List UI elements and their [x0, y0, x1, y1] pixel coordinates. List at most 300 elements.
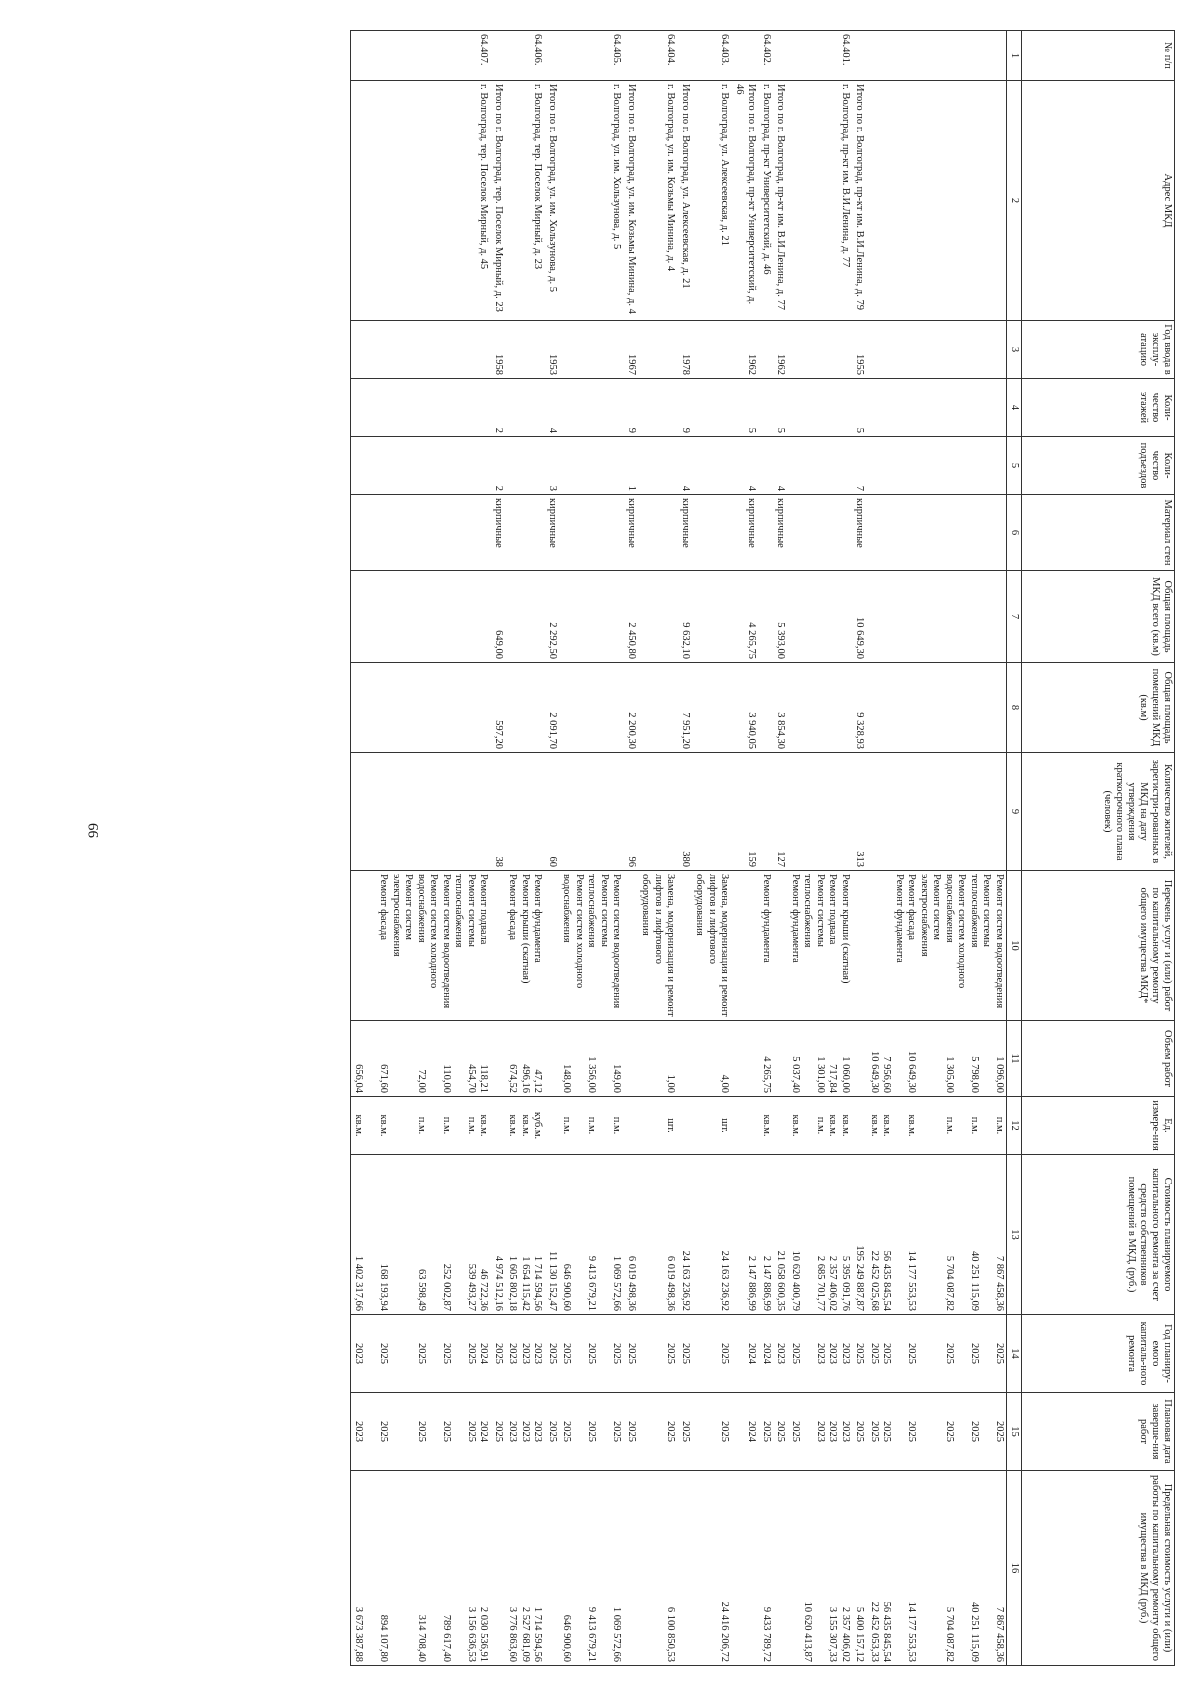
residents-cell [773, 753, 788, 871]
residents-cell [545, 753, 560, 871]
residents-cell [351, 753, 491, 871]
end-date-cell [491, 1393, 506, 1471]
premises-area-cell [545, 663, 560, 753]
plan-year-cell [491, 1315, 506, 1393]
volume-cell [788, 1021, 853, 1097]
volume-cell [867, 1021, 1007, 1097]
entrances-cell [732, 437, 759, 495]
row-number [759, 31, 774, 81]
works-list-cell [692, 871, 732, 1021]
total-area-cell [624, 571, 639, 663]
work-item: Ремонт системы теплоснабжения [802, 874, 826, 948]
end-date-cell-text: 2025 [775, 1421, 787, 1442]
plan-year-cell-text: 2025 [854, 1343, 866, 1364]
floors-cell [638, 379, 678, 437]
address-cell [351, 81, 491, 321]
row-number [545, 31, 560, 81]
total-area-cell [678, 571, 693, 663]
plan-year-cell-text: 2024 2025 2025 2025 2025 2023 [353, 1343, 490, 1364]
premises-area-cell-text: 2 091,70 [547, 712, 558, 749]
volume-cell [559, 1021, 624, 1097]
volume-cell [624, 1021, 639, 1097]
floors-cell [852, 379, 867, 437]
limit-cost-cell [759, 1471, 774, 1666]
cost-cell-text: 7 867 458,36 40 251 115,09 5 704 087,82 14 177 553,53 56 435 845,54 22 452 025,68 [869, 1250, 1005, 1311]
work-item: Ремонт систем холодного водоснабжения [944, 874, 968, 989]
cost-cell-text: 1 714 594,56 1 654 115,42 1 605 802,18 [507, 1255, 544, 1311]
volume-cell [759, 1021, 774, 1097]
end-date-cell [678, 1393, 693, 1471]
address-cell-text: Итого по г. Волгоград, ул. им. Козьмы Минина, д. 4 [626, 84, 637, 314]
end-date-cell [638, 1393, 678, 1471]
floors-cell-text: 9 [680, 427, 691, 433]
column-header: Объем работ [1022, 1021, 1175, 1097]
column-header: Плановая дата заверше-ния работ [1022, 1393, 1175, 1471]
entrances-cell [759, 437, 774, 495]
address-cell [545, 81, 560, 321]
work-item: Ремонт фундамента [532, 874, 544, 963]
entrances-cell-text: 4 [746, 485, 758, 491]
year-cell [351, 321, 491, 379]
works-list-cell [867, 871, 1007, 1021]
premises-area-cell [732, 663, 759, 753]
floors-cell-text: 5 [746, 427, 758, 433]
works-list-cell [773, 871, 788, 1021]
volume-cell-text: 149,00 1 356,00 148,00 [561, 1056, 623, 1093]
plan-year-cell-text: 2024 [761, 1343, 772, 1364]
wall-material-cell [773, 495, 788, 571]
total-area-cell [559, 571, 624, 663]
residents-cell [788, 753, 853, 871]
end-date-cell-text: 2025 [493, 1421, 504, 1442]
column-number: 5 [1007, 437, 1022, 495]
work-item: Ремонт системы теплоснабжения [453, 874, 477, 948]
work-item: Ремонт систем водоотведения [611, 874, 623, 1009]
end-date-cell [545, 1393, 560, 1471]
entrances-cell [559, 437, 624, 495]
work-item: Ремонт системы теплоснабжения [586, 874, 610, 948]
premises-area-cell [678, 663, 693, 753]
plan-year-cell [351, 1315, 491, 1393]
total-row [545, 31, 560, 1666]
work-item: Замена, модернизация и ремонт лифтов и лифтового оборудования [694, 874, 731, 1017]
year-cell [624, 321, 639, 379]
cost-cell [732, 1155, 759, 1315]
total-area-cell [692, 571, 732, 663]
limit-cost-cell-text: 9 433 789,72 [761, 1606, 772, 1662]
entrances-cell [351, 437, 491, 495]
row-number-text: 64.403. [719, 34, 731, 66]
year-cell [759, 321, 774, 379]
floors-cell [732, 379, 759, 437]
volume-cell [351, 1021, 491, 1097]
floors-cell [624, 379, 639, 437]
cost-cell [559, 1155, 624, 1315]
limit-cost-cell [678, 1471, 693, 1666]
end-date-cell [732, 1393, 759, 1471]
row-number [351, 31, 491, 81]
column-number: 1 [1007, 31, 1022, 81]
works-list-cell [545, 871, 560, 1021]
address-cell [773, 81, 788, 321]
limit-cost-cell [351, 1471, 491, 1666]
column-header: Год планиру-емого капиталь-ного ремонта [1022, 1315, 1175, 1393]
column-header: Материал стен [1022, 495, 1175, 571]
plan-year-cell [852, 1315, 867, 1393]
residents-cell [638, 753, 678, 871]
address-cell-text: г. Волгоград, тер. Поселок Мирный, д. 45 [478, 84, 490, 270]
year-cell [559, 321, 624, 379]
address-cell [788, 81, 853, 321]
plan-year-cell-text: 2023 [775, 1343, 787, 1364]
work-item: Ремонт фундамента [894, 874, 905, 963]
column-header: № п/п [1022, 31, 1175, 81]
plan-year-cell [867, 1315, 1007, 1393]
limit-cost-cell [773, 1471, 788, 1666]
volume-cell-text: 1 096,00 5 798,00 1 305,00 10 649,30 7 956,60 10 649,30 [869, 1051, 1005, 1093]
cost-cell [852, 1155, 867, 1315]
cost-cell-text: 11 130 152,47 [547, 1251, 558, 1311]
plan-year-cell [773, 1315, 788, 1393]
volume-cell-text: 118,21 454,70 110,00 72,00 671,60 656,04 [353, 1064, 490, 1093]
limit-cost-cell [638, 1471, 678, 1666]
plan-year-cell-text: 2025 [719, 1343, 731, 1364]
premises-area-cell-text: 7 951,20 [680, 712, 691, 749]
unit-cell [638, 1097, 678, 1155]
residents-cell-text: 380 [680, 851, 691, 867]
residents-cell [852, 753, 867, 871]
cost-cell [692, 1155, 732, 1315]
wall-material-cell-text: кирпичные [775, 498, 787, 548]
column-header: Стоимость планируемого капитального ремонта за счет средств собственников помещений в МКД, (руб.) [1022, 1155, 1175, 1315]
work-item: Ремонт подвала [827, 874, 839, 945]
wall-material-cell [491, 495, 506, 571]
limit-cost-cell-text: 1 069 572,66 9 413 679,21 646 900,60 [561, 1606, 623, 1662]
total-area-cell [545, 571, 560, 663]
end-date-cell-text: 2023 2023 2023 2025 [790, 1421, 851, 1442]
cost-cell [505, 1155, 545, 1315]
cost-cell-text: 21 058 600,35 [775, 1250, 787, 1311]
end-date-cell-text: 2025 [626, 1421, 637, 1442]
address-cell [505, 81, 545, 321]
wall-material-cell [545, 495, 560, 571]
total-row [852, 31, 867, 1666]
address-cell-text: г. Волгоград, пр-кт Университетский, д. 46 [761, 84, 772, 275]
work-item: Ремонт подвала [478, 874, 490, 945]
address-cell-text: г. Волгоград, ул. Алексеевская, д. 21 [719, 84, 731, 246]
volume-cell [852, 1021, 867, 1097]
cost-cell-text: 46 722,36 539 493,27 252 002,87 63 598,49 168 193,94 1 402 317,66 [353, 1255, 490, 1311]
year-cell [545, 321, 560, 379]
entrances-cell-text: 1 [626, 485, 637, 491]
wall-material-cell-text: кирпичные [493, 498, 504, 548]
plan-year-cell-text: 2025 2025 2025 [561, 1343, 623, 1364]
plan-year-cell [624, 1315, 639, 1393]
wall-material-cell [867, 495, 1007, 571]
wall-material-cell [852, 495, 867, 571]
floors-cell-text: 2 [493, 427, 504, 433]
address-cell [559, 81, 624, 321]
total-area-cell-text: 10 649,30 [854, 617, 866, 659]
end-date-cell [351, 1393, 491, 1471]
premises-area-cell [773, 663, 788, 753]
cost-cell [491, 1155, 506, 1315]
residents-cell [759, 753, 774, 871]
table-body [351, 31, 1007, 1666]
entrances-cell [788, 437, 853, 495]
column-number: 6 [1007, 495, 1022, 571]
address-cell [624, 81, 639, 321]
floors-cell [491, 379, 506, 437]
wall-material-cell-text: кирпичные [680, 498, 691, 548]
volume-cell-text: 1,00 [665, 1074, 677, 1093]
address-cell [491, 81, 506, 321]
row-number [505, 31, 545, 81]
cost-cell-text: 5 395 091,76 2 357 406,02 2 685 701,77 10 620 400,79 [790, 1250, 851, 1311]
plan-year-cell-text: 2025 [680, 1343, 691, 1364]
cost-cell-text: 24 163 236,92 [680, 1250, 691, 1311]
end-date-cell [867, 1393, 1007, 1471]
address-cell [692, 81, 732, 321]
unit-cell [624, 1097, 639, 1155]
column-number: 15 [1007, 1393, 1022, 1471]
total-row [732, 31, 759, 1666]
unit-cell-text: шт. [665, 1118, 677, 1133]
address-cell [638, 81, 678, 321]
total-area-cell [638, 571, 678, 663]
volume-cell-text: 4,00 [719, 1074, 731, 1093]
year-cell [788, 321, 853, 379]
wall-material-cell [732, 495, 759, 571]
end-date-cell-text: 2025 [854, 1421, 866, 1442]
unit-cell-text: п.м. п.м. п.м. [561, 1116, 623, 1135]
floors-cell-text: 4 [547, 427, 558, 433]
row-number [624, 31, 639, 81]
end-date-cell [505, 1393, 545, 1471]
address-cell-text: г. Волгоград, ул. им. Козьмы Минина, д. 4 [665, 84, 677, 272]
work-item: Ремонт фасада [507, 874, 519, 941]
works-list-cell [678, 871, 693, 1021]
column-number: 3 [1007, 321, 1022, 379]
total-area-cell-text: 2 292,50 [547, 622, 558, 659]
limit-cost-cell-text: 7 867 458,36 40 251 115,09 5 704 087,82 14 177 553,53 56 435 845,54 22 452 053,33 [869, 1601, 1005, 1662]
work-item: Ремонт систем электроснабжения [919, 874, 943, 957]
total-area-cell [351, 571, 491, 663]
floors-cell [545, 379, 560, 437]
premises-area-cell [692, 663, 732, 753]
wall-material-cell [624, 495, 639, 571]
work-item: Ремонт системы теплоснабжения [969, 874, 993, 948]
unit-cell [351, 1097, 491, 1155]
floors-cell-text: 9 [626, 427, 637, 433]
residents-cell-text: 60 [547, 856, 558, 867]
unit-cell-text: кв.м. [761, 1114, 772, 1137]
floors-cell [559, 379, 624, 437]
column-number: 2 [1007, 81, 1022, 321]
volume-cell [773, 1021, 788, 1097]
limit-cost-cell [852, 1471, 867, 1666]
column-number-row [1007, 31, 1022, 1666]
entrances-cell [692, 437, 732, 495]
row-number-text: 64.407. [478, 34, 490, 66]
entrances-cell-text: 3 [547, 485, 558, 491]
address-cell [678, 81, 693, 321]
end-date-cell-text: 2025 [761, 1421, 772, 1442]
address-cell [852, 81, 867, 321]
cost-cell [678, 1155, 693, 1315]
header-row [1022, 31, 1175, 1666]
residents-cell [624, 753, 639, 871]
works-list-cell [759, 871, 774, 1021]
works-list-cell [624, 871, 639, 1021]
cost-cell-text: 6 019 498,36 [665, 1255, 677, 1311]
unit-cell [692, 1097, 732, 1155]
end-date-cell-text: 2023 2023 2023 [507, 1421, 544, 1442]
wall-material-cell [505, 495, 545, 571]
address-cell [759, 81, 774, 321]
year-cell [491, 321, 506, 379]
premises-area-cell [505, 663, 545, 753]
wall-material-cell-text: кирпичные [547, 498, 558, 548]
cost-cell [351, 1155, 491, 1315]
limit-cost-cell [624, 1471, 639, 1666]
limit-cost-cell-text: 2 357 406,02 3 155 307,33 10 620 413,87 [802, 1601, 851, 1662]
unit-cell-text: п.м. п.м. п.м. кв.м. кв.м. кв.м. [869, 1114, 1005, 1137]
cost-cell-text: 2 147 886,99 [761, 1255, 772, 1311]
end-date-cell-text: 2025 2025 2025 [561, 1421, 623, 1442]
table-row [505, 31, 545, 1666]
wall-material-cell [692, 495, 732, 571]
address-cell-text: Итого по г. Волгоград, пр-кт им. В.И.Ленина, д. 77 [775, 84, 787, 310]
plan-year-cell [559, 1315, 624, 1393]
premises-area-cell [351, 663, 491, 753]
plan-year-cell-text: 2023 2023 2023 2025 [790, 1343, 851, 1364]
end-date-cell [624, 1393, 639, 1471]
address-cell-text: г. Волгоград, пр-кт им. В.И.Ленина, д. 77 [840, 84, 851, 268]
unit-cell [491, 1097, 506, 1155]
entrances-cell [638, 437, 678, 495]
total-area-cell [491, 571, 506, 663]
work-item: Ремонт систем электроснабжения [391, 874, 415, 957]
address-cell-text: Итого по г. Волгоград, ул. Алексеевская, д. 21 [680, 84, 691, 289]
unit-cell-text: кв.м. кв.м. п.м. кв.м. [790, 1114, 851, 1137]
entrances-cell [773, 437, 788, 495]
plan-year-cell [732, 1315, 759, 1393]
limit-cost-cell-text: 5 400 157,12 [854, 1606, 866, 1662]
total-area-cell [759, 571, 774, 663]
premises-area-cell-text: 597,20 [493, 720, 504, 749]
end-date-cell-text: 2025 [547, 1421, 558, 1442]
year-cell [638, 321, 678, 379]
premises-area-cell-text: 9 328,93 [854, 712, 866, 749]
end-date-cell-text: 2025 [665, 1421, 677, 1442]
end-date-cell [852, 1393, 867, 1471]
unit-cell [678, 1097, 693, 1155]
work-item: Ремонт крыши (скатная) [520, 874, 531, 984]
end-date-cell [773, 1393, 788, 1471]
year-cell [692, 321, 732, 379]
total-area-cell-text: 9 632,10 [680, 622, 691, 659]
cost-cell-text: 195 249 887,87 [854, 1245, 866, 1311]
plan-year-cell-text: 2023 2023 2023 [507, 1343, 544, 1364]
residents-cell-text: 159 [746, 851, 758, 867]
total-area-cell [773, 571, 788, 663]
floors-cell [692, 379, 732, 437]
year-cell [852, 321, 867, 379]
residents-cell-text: 313 [854, 851, 866, 867]
year-cell [732, 321, 759, 379]
volume-cell [678, 1021, 693, 1097]
work-item: Замена, модернизация и ремонт лифтов и лифтового оборудования [640, 874, 677, 1017]
cost-cell [545, 1155, 560, 1315]
floors-cell [351, 379, 491, 437]
plan-year-cell-text: 2025 [665, 1343, 677, 1364]
year-cell [678, 321, 693, 379]
limit-cost-cell [491, 1471, 506, 1666]
total-area-cell [867, 571, 1007, 663]
wall-material-cell-text: кирпичные [746, 498, 758, 548]
unit-cell-text: шт. [719, 1118, 731, 1133]
floors-cell [773, 379, 788, 437]
row-number-text: 64.406. [532, 34, 544, 66]
wall-material-cell [788, 495, 853, 571]
limit-cost-cell-text: 24 416 206,72 [719, 1601, 731, 1662]
year-cell [867, 321, 1007, 379]
residents-cell [559, 753, 624, 871]
work-item: Ремонт фасада [906, 874, 918, 941]
column-header: Коли-чество подъездов [1022, 437, 1175, 495]
plan-year-cell [638, 1315, 678, 1393]
unit-cell [852, 1097, 867, 1155]
wall-material-cell [559, 495, 624, 571]
row-number [692, 31, 732, 81]
wall-material-cell [351, 495, 491, 571]
address-cell-text: Итого по г. Волгоград, ул. им. Хользунова, д. 5 [547, 84, 558, 293]
end-date-cell-text: 2024 [746, 1421, 758, 1442]
limit-cost-cell-text: 6 100 850,53 [665, 1606, 677, 1662]
total-area-cell [852, 571, 867, 663]
row-number [852, 31, 867, 81]
total-area-cell [732, 571, 759, 663]
volume-cell-text: 4 265,75 [761, 1056, 772, 1093]
work-item: Ремонт фундамента [790, 874, 801, 963]
works-list-cell [559, 871, 624, 1021]
plan-year-cell-text: 2024 [746, 1343, 758, 1364]
work-item: Ремонт систем водоотведения [441, 874, 452, 1009]
row-number-text: 64.405. [611, 34, 623, 66]
cost-cell-text: 24 163 236,92 [719, 1250, 731, 1311]
limit-cost-cell [788, 1471, 853, 1666]
total-area-cell-text: 4 265,75 [746, 622, 758, 659]
cost-cell-text: 6 019 498,36 [626, 1255, 637, 1311]
row-number-text: 64.404. [665, 34, 677, 66]
plan-year-cell-text: 2025 [547, 1343, 558, 1364]
floors-cell [759, 379, 774, 437]
end-date-cell-text: 2025 [680, 1421, 691, 1442]
column-number: 4 [1007, 379, 1022, 437]
premises-area-cell [624, 663, 639, 753]
residents-cell [692, 753, 732, 871]
floors-cell-text: 5 [854, 427, 866, 433]
floors-cell [867, 379, 1007, 437]
row-number-text: 64.402. [761, 34, 772, 66]
unit-cell [773, 1097, 788, 1155]
volume-cell [732, 1021, 759, 1097]
year-cell-text: 1958 [493, 354, 504, 375]
work-item: Ремонт фасада [378, 874, 390, 941]
column-header: Год ввода в эксплу-атацию [1022, 321, 1175, 379]
work-item: Ремонт крыши (скатная) [840, 874, 851, 984]
